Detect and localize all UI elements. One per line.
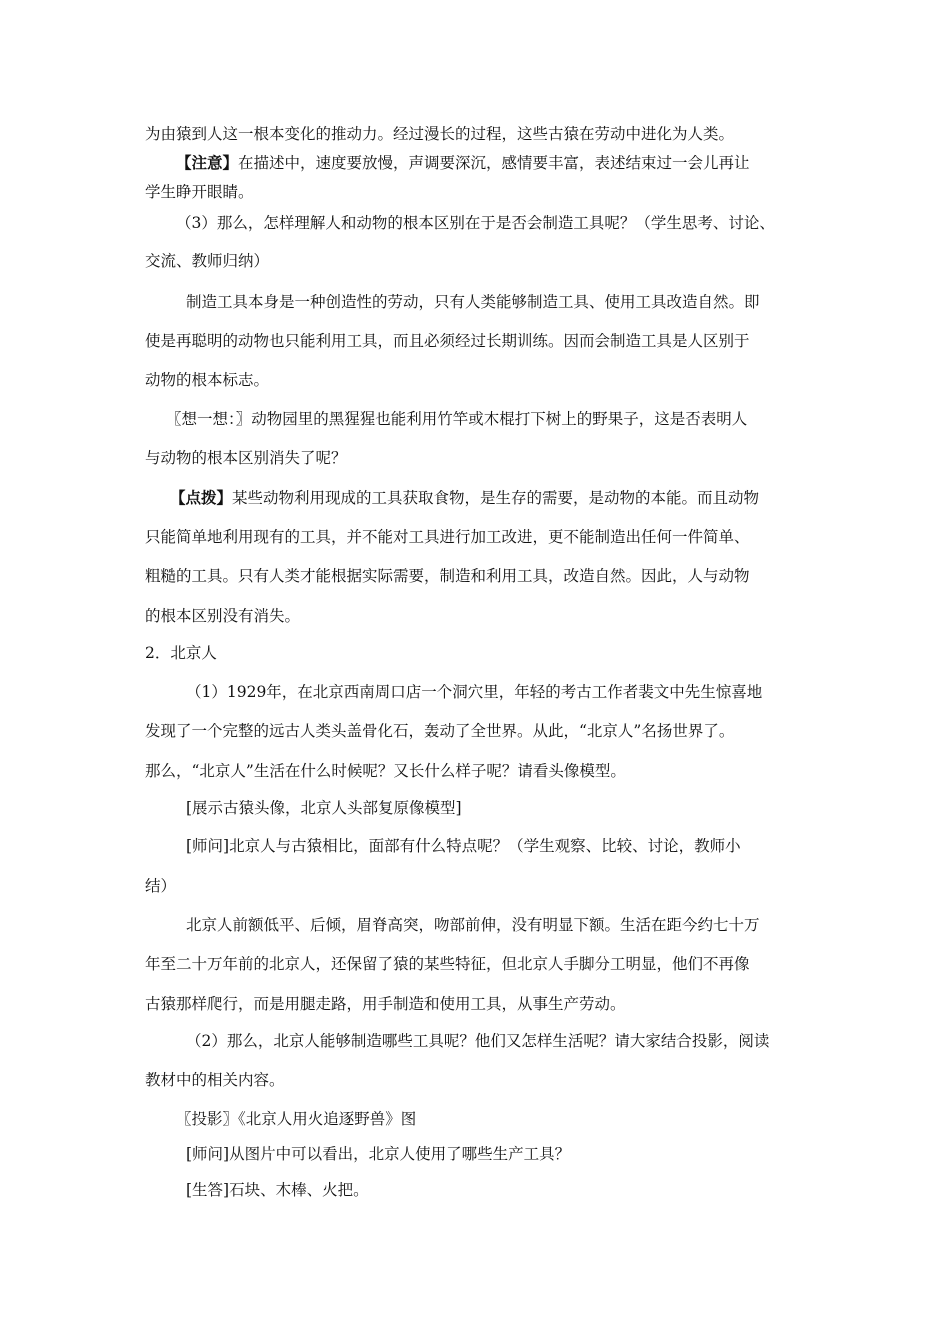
text-line: [师问]北京人与古猿相比，面部有什么特点呢？（学生观察、比较、讨论，教师小 (186, 837, 741, 855)
text-line (176, 153, 750, 173)
hint-text: 某些动物利用现成的工具获取食物，是生存的需要，是动物的本能。而且动物 (232, 489, 760, 507)
section-heading: 2．北京人 (145, 644, 217, 662)
text-line: （1）1929年，在北京西南周口店一个洞穴里，年轻的考古工作者裴文中先生惊喜地 (186, 683, 763, 701)
note-text: 在描述中，速度要放慢，声调要深沉，感情要丰富，表述结束过一会儿再让 (238, 154, 750, 172)
text-line: 与动物的根本区别消失了呢？ (145, 449, 347, 467)
text-line: 动物的根本标志。 (145, 371, 270, 389)
text-line: 制造工具本身是一种创造性的劳动，只有人类能够制造工具、使用工具改造自然。即 (186, 293, 760, 311)
text-line: 教材中的相关内容。 (145, 1071, 285, 1089)
text-line: 的根本区别没有消失。 (145, 607, 301, 625)
text-line: 结） (145, 877, 177, 895)
text-line: 北京人前额低平、后倾，眉脊高突，吻部前伸，没有明显下额。生活在距今约七十万 (186, 916, 760, 934)
text-line: 为由猿到人这一根本变化的推动力。经过漫长的过程，这些古猿在劳动中进化为人类。 (145, 125, 735, 143)
text-line: [展示古猿头像，北京人头部复原像模型] (186, 799, 462, 817)
text-line: 那么，“北京人”生活在什么时候呢？又长什么样子呢？请看头像模型。 (145, 762, 626, 780)
text-line: 使是再聪明的动物也只能利用工具，而且必须经过长期训练。因而会制造工具是人区别于 (145, 332, 750, 350)
text-line: 学生睁开眼睛。 (145, 183, 254, 201)
text-line: 发现了一个完整的远古人类头盖骨化石，轰动了全世界。从此，“北京人”名扬世界了。 (145, 722, 735, 740)
text-line: [生答]石块、木棒、火把。 (186, 1181, 369, 1199)
text-line: 粗糙的工具。只有人类才能根据实际需要，制造和利用工具，改造自然。因此，人与动物 (145, 567, 750, 585)
text-line: （2）那么，北京人能够制造哪些工具呢？他们又怎样生活呢？请大家结合投影，阅读 (186, 1032, 770, 1050)
text-line: 只能简单地利用现有的工具，并不能对工具进行加工改进，更不能制造出任何一件简单、 (145, 528, 750, 546)
text-line: [师问]从图片中可以看出，北京人使用了哪些生产工具？ (186, 1145, 571, 1163)
text-line: （3）那么，怎样理解人和动物的根本区别在于是否会制造工具呢？（学生思考、讨论、 (176, 214, 775, 232)
text-line (170, 488, 759, 508)
hint-label: 【点拨】 (170, 488, 233, 507)
text-line: 古猿那样爬行，而是用腿走路，用手制造和使用工具，从事生产劳动。 (145, 995, 626, 1013)
text-line: 〖投影〗《北京人用火追逐野兽》图 (176, 1110, 417, 1128)
text-line: 〖想一想：〗动物园里的黑猩猩也能利用竹竿或木棍打下树上的野果子，这是否表明人 (166, 410, 748, 428)
text-line: 交流、教师归纳） (145, 252, 270, 270)
text-line: 年至二十万年前的北京人，还保留了猿的某些特征，但北京人手脚分工明显，他们不再像 (145, 955, 750, 973)
note-label: 【注意】 (176, 153, 239, 172)
